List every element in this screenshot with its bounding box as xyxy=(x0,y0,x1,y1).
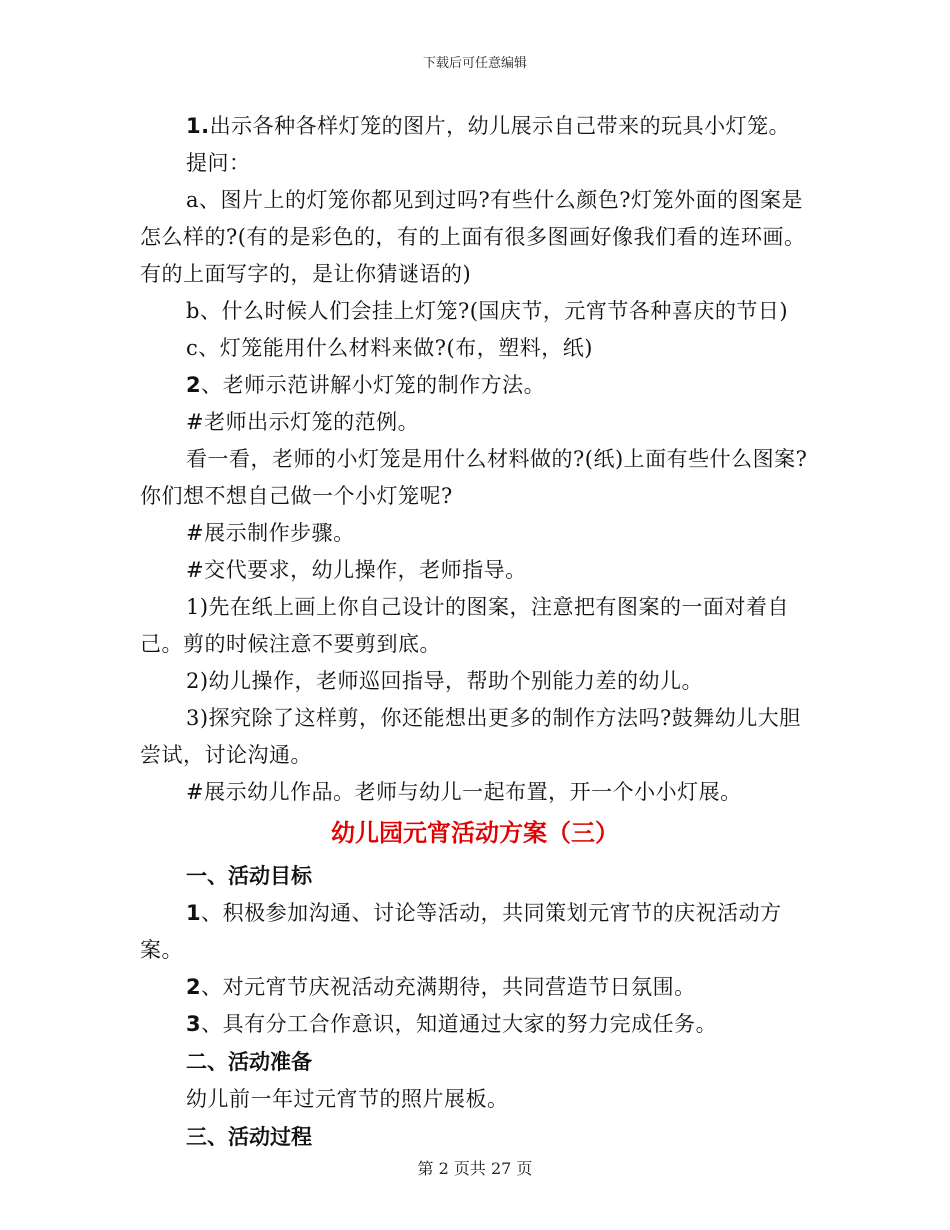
section-heading: 三、活动过程 xyxy=(186,1125,312,1149)
paragraph: 2)幼儿操作，老师巡回指导，帮助个别能力差的幼儿。 xyxy=(186,669,704,693)
paragraph-text: 、对元宵节庆祝活动充满期待，共同营造节日氛围。 xyxy=(201,975,696,999)
paragraph: #交代要求，幼儿操作，老师指导。 xyxy=(186,558,527,582)
list-number: 2 xyxy=(186,975,202,999)
paragraph-text: 、积极参加沟通、讨论等活动，共同策划元宵节的庆祝活动方案。 xyxy=(140,901,782,962)
section-heading: 一、活动目标 xyxy=(186,864,312,888)
paragraph: 幼儿前一年过元宵节的照片展板。 xyxy=(186,1087,509,1111)
paragraph xyxy=(140,108,810,145)
paragraph: 1)先在纸上画上你自己设计的图案，注意把有图案的一面对着自己。剪的时候注意不要剪到底。 xyxy=(140,595,790,656)
paragraph xyxy=(140,367,810,404)
paragraph-text: 出示各种各样灯笼的图片，幼儿展示自己带来的玩具小灯笼。 xyxy=(209,114,791,138)
paragraph: b、什么时候人们会挂上灯笼?(国庆节，元宵节各种喜庆的节日) xyxy=(186,299,789,323)
section-title: 幼儿园元宵活动方案（三） xyxy=(331,819,619,847)
paragraph: 提问： xyxy=(186,151,251,175)
goal-item xyxy=(140,1006,810,1043)
paragraph-text: 、老师示范讲解小灯笼的制作方法。 xyxy=(201,373,546,397)
page-footer: 第 2 页共 27 页 xyxy=(417,1159,533,1178)
paragraph: c、灯笼能用什么材料来做?(布，塑料，纸) xyxy=(186,336,593,360)
paragraph: #老师出示灯笼的范例。 xyxy=(186,410,420,434)
document-body xyxy=(140,108,810,1156)
list-number: 2 xyxy=(186,373,202,397)
list-number: 3 xyxy=(186,1012,202,1036)
list-number: 1. xyxy=(186,114,210,138)
list-number: 1 xyxy=(186,901,202,925)
page-header: 下载后可任意编辑 xyxy=(422,56,527,71)
paragraph: a、图片上的灯笼你都见到过吗?有些什么颜色?灯笼外面的图案是怎么样的?(有的是彩色的，有的上面有很多图画好像我们看的连环画。有的上面写字的，是让你猜谜语的) xyxy=(140,188,806,286)
paragraph: 3)探究除了这样剪，你还能想出更多的制作方法吗?鼓舞幼儿大胆尝试，讨论沟通。 xyxy=(140,706,801,767)
section-heading: 二、活动准备 xyxy=(186,1050,312,1074)
paragraph: 看一看，老师的小灯笼是用什么材料做的?(纸)上面有些什么图案?你们想不想自己做一个小灯笼呢? xyxy=(140,447,808,508)
paragraph-text: 、具有分工合作意识，知道通过大家的努力完成任务。 xyxy=(201,1012,718,1036)
paragraph: #展示制作步骤。 xyxy=(186,521,355,545)
paragraph: #展示幼儿作品。老师与幼儿一起布置，开一个小小灯展。 xyxy=(186,780,742,804)
goal-item xyxy=(140,895,810,969)
goal-item xyxy=(140,969,810,1006)
